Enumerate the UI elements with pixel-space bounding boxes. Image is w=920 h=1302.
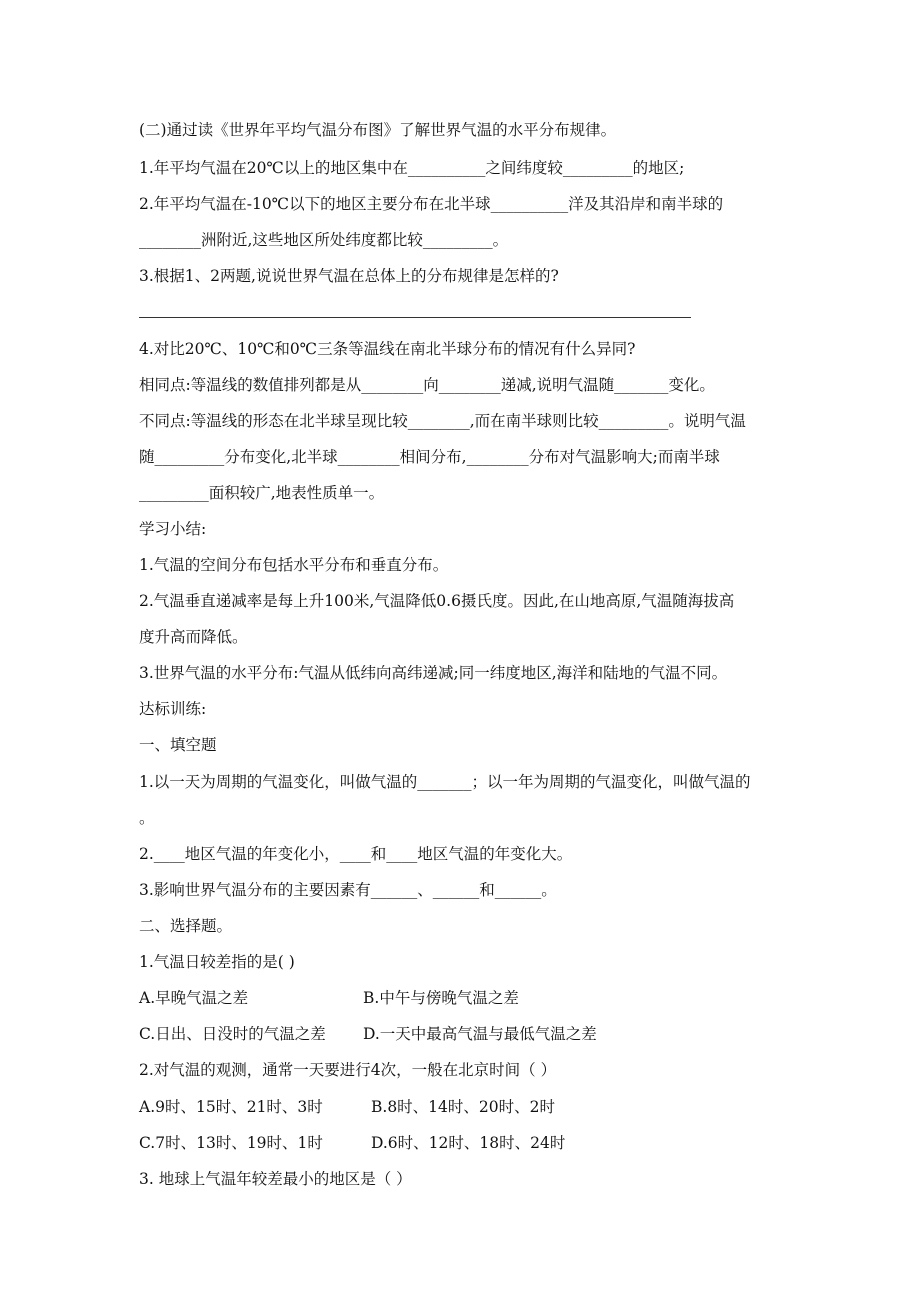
choice-1-option-b[interactable]: B.中午与傍晚气温之差 xyxy=(363,989,519,1007)
summary-point-1: 1.气温的空间分布包括水平分布和垂直分布。 xyxy=(139,556,449,574)
choice-title: 二、选择题。 xyxy=(139,917,233,935)
summary-point-2-line-1: 2.气温垂直递减率是每上升100米,气温降低0.6摄氏度。因此,在山地高原,气温随海拔高 xyxy=(139,592,735,610)
summary-point-3: 3.世界气温的水平分布:气温从低纬向高纬递减;同一纬度地区,海洋和陆地的气温不同。 xyxy=(139,664,728,682)
similarity-text: 相同点:等温线的数值排列都是从________向________递减,说明气温随_______变化。 xyxy=(139,376,715,394)
difference-line-1: 不同点:等温线的形态在北半球呈现比较________,而在南半球则比较_________。说明气温 xyxy=(139,412,746,430)
difference-line-2: 随_________分布变化,北半球________相间分布,________分布对气温影响大;而南半球 xyxy=(139,448,720,466)
choice-2-row-1 xyxy=(139,1097,555,1117)
choice-2-row-2 xyxy=(139,1133,565,1153)
choice-1-option-c[interactable]: C.日出、日没时的气温之差 xyxy=(139,1025,326,1043)
choice-question-3: 3. 地球上气温年较差最小的地区是（ ） xyxy=(139,1170,412,1188)
question-2-line-2: ________洲附近,这些地区所处纬度都比较_________。 xyxy=(139,231,509,249)
fill-question-1-line-2: 。 xyxy=(139,809,155,827)
summary-point-2-line-2: 度升高而降低。 xyxy=(139,628,248,646)
choice-2-option-a[interactable]: A.9时、15时、21时、3时 xyxy=(139,1098,323,1116)
choice-2-option-c[interactable]: C.7时、13时、19时、1时 xyxy=(139,1134,323,1152)
summary-title: 学习小结: xyxy=(139,520,207,538)
fill-question-3: 3.影响世界气温分布的主要因素有______、______和______。 xyxy=(139,881,557,899)
answer-line xyxy=(139,317,691,318)
choice-2-option-b[interactable]: B.8时、14时、20时、2时 xyxy=(371,1098,555,1116)
choice-1-option-a[interactable]: A.早晚气温之差 xyxy=(139,989,249,1007)
section-heading: (二)通过读《世界年平均气温分布图》了解世界气温的水平分布规律。 xyxy=(139,121,617,139)
practice-title: 达标训练: xyxy=(139,700,207,718)
question-1: 1.年平均气温在20℃以上的地区集中在__________之间纬度较_________的地区; xyxy=(139,159,685,177)
choice-question-1: 1.气温日较差指的是( ) xyxy=(139,953,295,971)
choice-1-row-1 xyxy=(139,988,519,1008)
difference-line-3: _________面积较广,地表性质单一。 xyxy=(139,484,385,502)
fill-question-2: 2.____地区气温的年变化小，____和____地区气温的年变化大。 xyxy=(139,845,573,863)
choice-1-option-d[interactable]: D.一天中最高气温与最低气温之差 xyxy=(363,1025,597,1043)
choice-1-row-2 xyxy=(139,1024,597,1044)
choice-question-2: 2.对气温的观测，通常一天要进行4次，一般在北京时间（ ） xyxy=(139,1061,557,1079)
question-4: 4.对比20℃、10℃和0℃三条等温线在南北半球分布的情况有什么异同? xyxy=(139,340,636,358)
fill-question-1-line-1: 1.以一天为周期的气温变化，叫做气温的_______；以一年为周期的气温变化，叫做气温的 xyxy=(139,773,751,791)
choice-2-option-d[interactable]: D.6时、12时、18时、24时 xyxy=(371,1134,566,1152)
fill-blank-title: 一、填空题 xyxy=(139,736,217,754)
question-2-line-1: 2.年平均气温在-10℃以下的地区主要分布在北半球__________洋及其沿岸和南半球的 xyxy=(139,195,724,213)
question-3: 3.根据1、2两题,说说世界气温在总体上的分布规律是怎样的? xyxy=(139,267,559,285)
